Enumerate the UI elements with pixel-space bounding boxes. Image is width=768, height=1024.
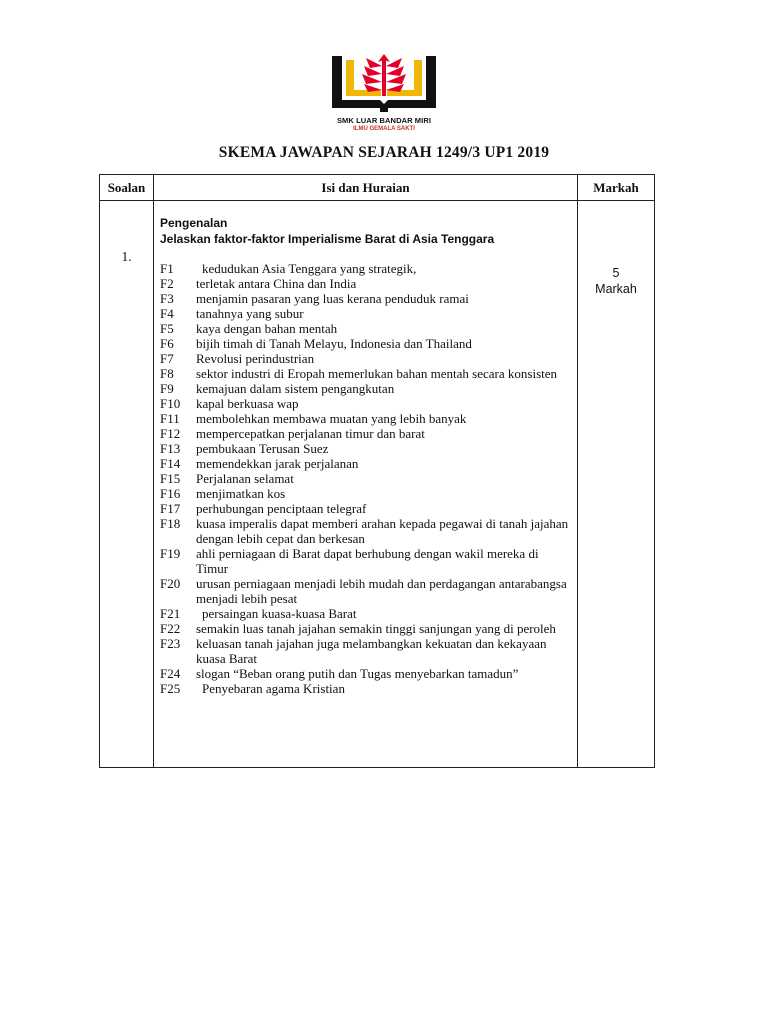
fact-code: F5 [160,321,174,336]
fact-code: F18 [160,516,181,531]
answer-content [154,201,578,768]
fact-text: Penyebaran agama Kristian [202,681,345,696]
fact-item [160,381,571,396]
question-text: Jelaskan faktor-faktor Imperialisme Barat di Asia Tenggara [160,232,495,246]
document-title: SKEMA JAWAPAN SEJARAH 1249/3 UP1 2019 [218,144,550,161]
fact-text: perhubungan penciptaan telegraf [196,501,367,516]
fact-text: ahli perniagaan di Barat dapat berhubung dengan wakil mereka di Timur [196,546,539,576]
question-number: 1. [100,201,154,768]
fact-text: Revolusi perindustrian [196,351,315,366]
marks-value: 5 [612,266,620,280]
table-row [100,201,655,768]
fact-text: membolehkan membawa muatan yang lebih banyak [196,411,467,426]
fact-text: kedudukan Asia Tenggara yang strategik, [202,261,417,276]
fact-code: F19 [160,546,181,561]
fact-code: F3 [160,291,174,306]
header-isi: Isi dan Huraian [154,175,578,201]
book-wheat-emblem [328,50,440,116]
fact-item [160,636,571,666]
fact-item [160,396,571,411]
fact-code: F4 [160,306,174,321]
fact-item [160,426,571,441]
fact-code: F12 [160,426,181,441]
fact-text: kemajuan dalam sistem pengangkutan [196,381,395,396]
fact-item [160,411,571,426]
fact-code: F6 [160,336,174,351]
fact-text: sektor industri di Eropah memerlukan bahan mentah secara konsisten [196,366,558,381]
header-soalan: Soalan [100,175,154,201]
fact-code: F22 [160,621,181,636]
fact-code: F13 [160,441,181,456]
fact-code: F7 [160,351,174,366]
fact-item [160,681,571,696]
fact-code: F14 [160,456,181,471]
fact-code: F15 [160,471,181,486]
fact-item [160,516,571,546]
fact-text: semakin luas tanah jajahan semakin tinggi sanjungan yang di peroleh [196,621,556,636]
table-header-row [100,175,655,201]
fact-code: F8 [160,366,174,381]
fact-text: menjimatkan kos [196,486,286,501]
fact-text: bijih timah di Tanah Melayu, Indonesia dan Thailand [196,336,472,351]
fact-text: keluasan tanah jajahan juga melambangkan kekuatan dan kekayaan kuasa Barat [196,636,547,666]
fact-list [160,261,571,696]
fact-code: F23 [160,636,181,651]
fact-item [160,486,571,501]
fact-item [160,291,571,306]
fact-item [160,621,571,636]
fact-item [160,261,571,276]
fact-code: F21 [160,606,181,621]
fact-code: F20 [160,576,181,591]
fact-item [160,576,571,606]
fact-text: kaya dengan bahan mentah [196,321,338,336]
fact-item [160,501,571,516]
fact-text: menjamin pasaran yang luas kerana penduduk ramai [196,291,469,306]
fact-item [160,456,571,471]
fact-text: Perjalanan selamat [196,471,294,486]
fact-item [160,336,571,351]
fact-text: urusan perniagaan menjadi lebih mudah dan perdagangan antarabangsa menjadi lebih pesat [196,576,567,606]
marks-label: Markah [595,282,637,296]
fact-text: persaingan kuasa-kuasa Barat [202,606,357,621]
fact-code: F1 [160,261,174,276]
fact-text: memendekkan jarak perjalanan [196,456,359,471]
fact-code: F24 [160,666,181,681]
fact-text: kapal berkuasa wap [196,396,299,411]
fact-text: kuasa imperalis dapat memberi arahan kepada pegawai di tanah jajahan dengan lebih cepat dan berkesan [196,516,569,546]
fact-text: mempercepatkan perjalanan timur dan barat [196,426,425,441]
marks-cell [578,201,655,768]
fact-item [160,471,571,486]
fact-text: pembukaan Terusan Suez [196,441,329,456]
fact-item [160,276,571,291]
fact-code: F16 [160,486,181,501]
fact-code: F10 [160,396,181,411]
fact-text: slogan “Beban orang putih dan Tugas menyebarkan tamadun” [196,666,519,681]
fact-item [160,366,571,381]
fact-item [160,351,571,366]
fact-code: F17 [160,501,181,516]
fact-item [160,306,571,321]
fact-item [160,666,571,681]
fact-code: F11 [160,411,180,426]
fact-code: F2 [160,276,174,291]
answer-scheme-table [99,174,655,768]
school-motto: ILMU GEMALA SAKTI [353,126,415,132]
fact-text: terletak antara China dan India [196,276,357,291]
section-heading: Pengenalan [160,216,228,230]
fact-item [160,606,571,621]
fact-code: F25 [160,681,181,696]
school-logo [328,50,440,142]
fact-code: F9 [160,381,174,396]
fact-item [160,441,571,456]
fact-item [160,546,571,576]
school-name: SMK LUAR BANDAR MIRI [336,116,432,125]
header-markah: Markah [578,175,655,201]
fact-text: tanahnya yang subur [196,306,304,321]
fact-item [160,321,571,336]
